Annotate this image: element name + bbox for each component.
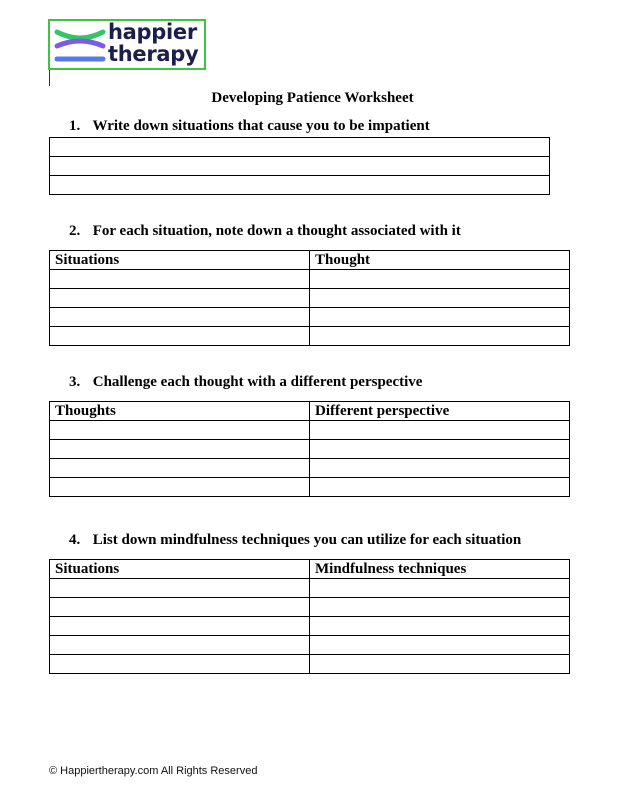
question-4: [69, 532, 521, 549]
logo-waves-icon: [53, 24, 107, 66]
answer-table-2: [49, 250, 570, 346]
answer-cell[interactable]: [310, 655, 570, 674]
answer-cell[interactable]: [310, 440, 570, 459]
answer-cell[interactable]: [50, 138, 550, 157]
logo-line-1: happier: [108, 20, 197, 44]
answer-cell[interactable]: [50, 176, 550, 195]
table-row: [50, 655, 570, 674]
answer-cell[interactable]: [50, 598, 310, 617]
table-row: [50, 440, 570, 459]
answer-cell[interactable]: [310, 636, 570, 655]
table-row: [50, 308, 570, 327]
table-row: [50, 478, 570, 497]
answer-table-3: [49, 401, 570, 497]
answer-cell[interactable]: [310, 421, 570, 440]
answer-cell[interactable]: [310, 598, 570, 617]
answer-cell[interactable]: [50, 157, 550, 176]
table-row: [50, 327, 570, 346]
answer-cell[interactable]: [50, 421, 310, 440]
table-header-row: [50, 402, 570, 421]
answer-table-1: [49, 137, 550, 195]
answer-cell[interactable]: [310, 579, 570, 598]
table-row: [50, 579, 570, 598]
table-row: [50, 636, 570, 655]
table-row: [50, 138, 550, 157]
answer-cell[interactable]: [50, 459, 310, 478]
question-number: 4.: [69, 532, 81, 548]
answer-cell[interactable]: [310, 327, 570, 346]
footer-copyright: © Happiertherapy.com All Rights Reserved: [49, 765, 258, 777]
question-number: 3.: [69, 374, 81, 390]
table-row: [50, 270, 570, 289]
answer-cell[interactable]: [50, 289, 310, 308]
column-header: Mindfulness techniques: [310, 560, 570, 579]
question-text: Write down situations that cause you to be impatient: [92, 118, 430, 134]
question-3: [69, 374, 422, 391]
table-row: [50, 617, 570, 636]
table-row: [50, 459, 570, 478]
question-text: Challenge each thought with a different perspective: [92, 374, 423, 390]
column-header: Thought: [310, 251, 570, 270]
table-header-row: [50, 251, 570, 270]
column-header: Thoughts: [50, 402, 310, 421]
answer-cell[interactable]: [310, 617, 570, 636]
table-row: [50, 289, 570, 308]
table-header-row: [50, 560, 570, 579]
answer-table-4: [49, 559, 570, 674]
answer-cell[interactable]: [50, 327, 310, 346]
table-row: [50, 421, 570, 440]
answer-cell[interactable]: [50, 655, 310, 674]
logo-wordmark: [108, 21, 198, 65]
answer-cell[interactable]: [310, 459, 570, 478]
answer-cell[interactable]: [310, 270, 570, 289]
answer-cell[interactable]: [50, 440, 310, 459]
answer-cell[interactable]: [50, 270, 310, 289]
question-text: List down mindfulness techniques you can utilize for each situation: [92, 532, 522, 548]
answer-cell[interactable]: [50, 636, 310, 655]
table-row: [50, 157, 550, 176]
column-header: Different perspective: [310, 402, 570, 421]
answer-cell[interactable]: [310, 308, 570, 327]
column-header: Situations: [50, 251, 310, 270]
answer-cell[interactable]: [50, 478, 310, 497]
table-row: [50, 176, 550, 195]
table-row: [50, 598, 570, 617]
question-number: 2.: [69, 223, 81, 239]
question-1: [69, 118, 430, 135]
column-header: Situations: [50, 560, 310, 579]
question-text: For each situation, note down a thought associated with it: [92, 223, 461, 239]
answer-cell[interactable]: [50, 617, 310, 636]
answer-cell[interactable]: [310, 289, 570, 308]
question-2: [69, 223, 461, 240]
answer-cell[interactable]: [50, 579, 310, 598]
logo-line-2: therapy: [108, 42, 199, 66]
answer-cell[interactable]: [50, 308, 310, 327]
answer-cell[interactable]: [310, 478, 570, 497]
text-cursor: [49, 70, 50, 86]
page-title: Developing Patience Worksheet: [211, 90, 414, 106]
question-number: 1.: [69, 118, 81, 134]
logo: [48, 19, 206, 70]
